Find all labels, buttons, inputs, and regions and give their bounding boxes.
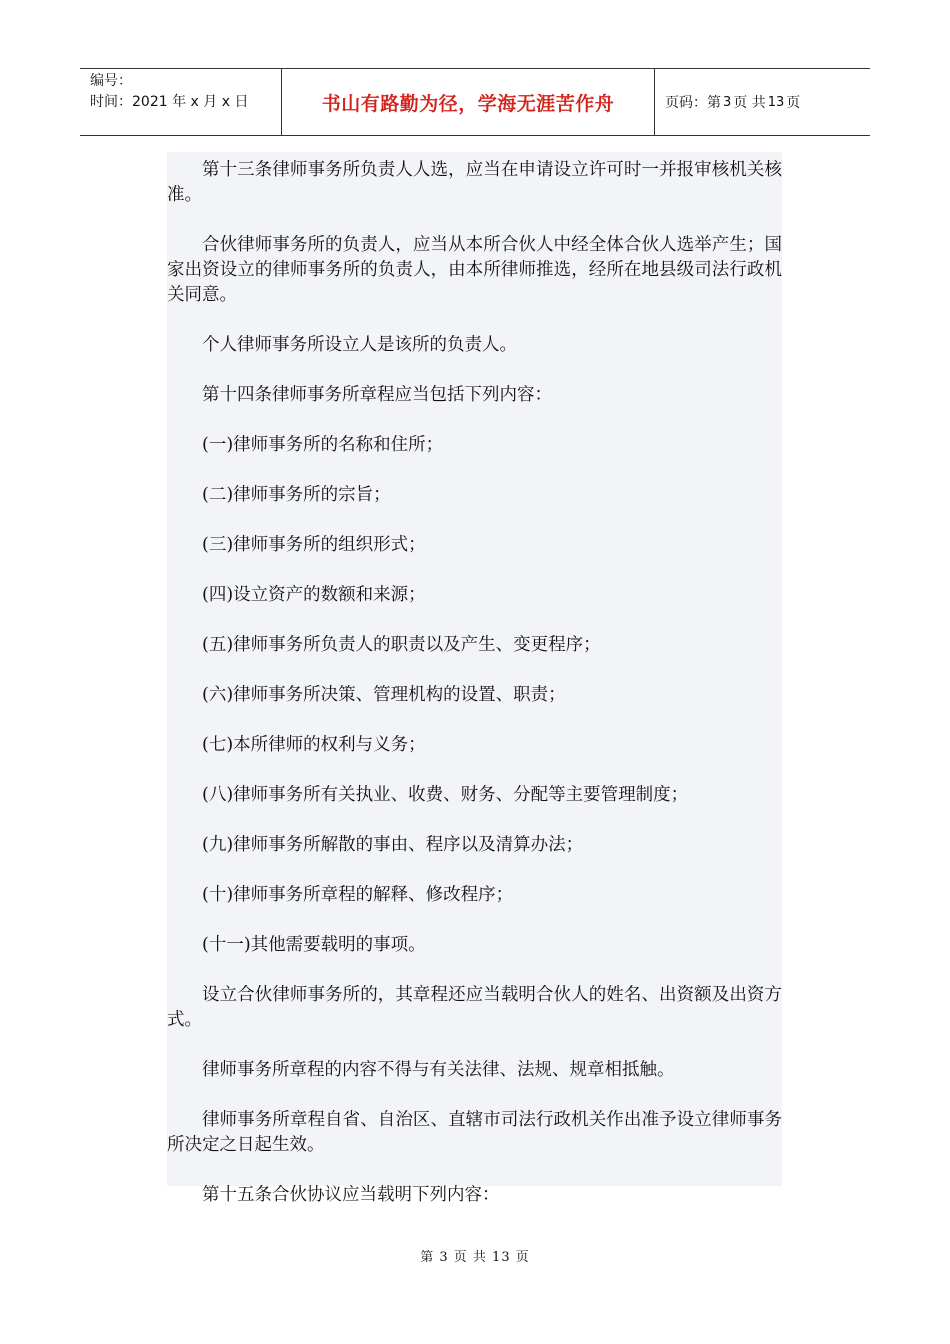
paragraph: (三)律师事务所的组织形式； <box>202 535 426 555</box>
paragraph: (一)律师事务所的名称和住所； <box>202 435 444 455</box>
document-body <box>167 152 782 1205</box>
header-page-info <box>655 69 870 135</box>
paragraph: 设立合伙律师事务所的，其章程还应当载明合伙人的姓名、出资额及出资方式。 <box>167 985 782 1030</box>
page-footer: 第 3 页 共 13 页 <box>420 1250 530 1265</box>
paragraph: (七)本所律师的权利与义务； <box>202 735 426 755</box>
paragraph: (六)律师事务所决策、管理机构的设置、职责； <box>202 685 566 705</box>
page-prefix: 页码：第 <box>665 95 721 111</box>
paragraph: (十一)其他需要载明的事项。 <box>202 935 426 955</box>
serial-label: 编号： <box>90 73 132 89</box>
date-label: 时间：2021 年 x 月 x 日 <box>90 94 249 110</box>
page-suffix: 页 <box>786 95 801 111</box>
paragraph: 第十五条合伙协议应当载明下列内容： <box>202 1185 500 1205</box>
page-total: 13 <box>767 94 785 110</box>
paragraph: 第十四条律师事务所章程应当包括下列内容： <box>202 385 552 405</box>
paragraph: (四)设立资产的数额和来源； <box>202 585 426 605</box>
paragraph: 律师事务所章程的内容不得与有关法律、法规、规章相抵触。 <box>202 1060 675 1080</box>
paragraph: 个人律师事务所设立人是该所的负责人。 <box>202 335 517 355</box>
paragraph: (五)律师事务所负责人的职责以及产生、变更程序； <box>202 635 601 655</box>
paragraph: (九)律师事务所解散的事由、程序以及清算办法； <box>202 835 584 855</box>
page-mid: 页 共 <box>733 95 766 111</box>
paragraph: 律师事务所章程自省、自治区、直辖市司法行政机关作出准予设立律师事务所决定之日起生效。 <box>167 1110 782 1155</box>
paragraph: 第十三条律师事务所负责人人选，应当在申请设立许可时一并报审核机关核准。 <box>167 160 782 205</box>
page-current: 3 <box>723 94 732 110</box>
paragraph: (八)律师事务所有关执业、收费、财务、分配等主要管理制度； <box>202 785 689 805</box>
header-motto: 书山有路勤为径，学海无涯苦作舟 <box>281 69 655 135</box>
page-header <box>80 68 870 136</box>
paragraph: 合伙律师事务所的负责人，应当从本所合伙人中经全体合伙人选举产生；国家出资设立的律师事务所的负责人，由本所律师推选，经所在地县级司法行政机关同意。 <box>167 235 782 305</box>
paragraph: (十)律师事务所章程的解释、修改程序； <box>202 885 514 905</box>
header-meta <box>80 69 281 135</box>
paragraph: (二)律师事务所的宗旨； <box>202 485 391 505</box>
